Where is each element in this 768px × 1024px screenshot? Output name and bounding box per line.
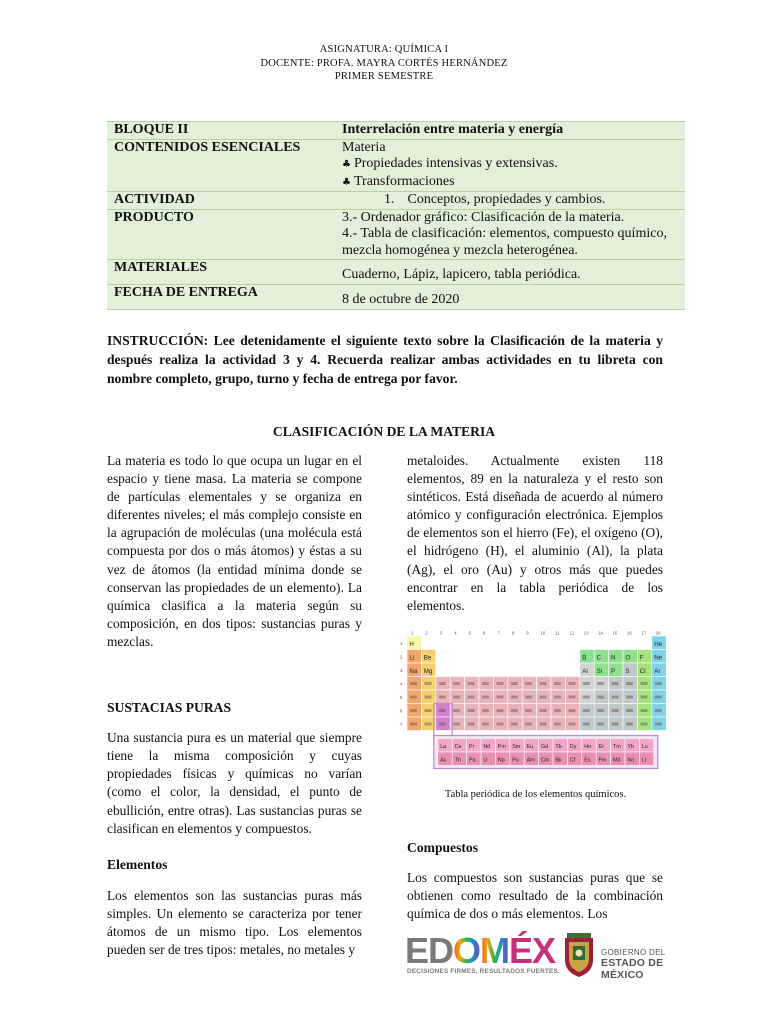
group-number-label: 18	[655, 630, 661, 636]
element-symbol-mark	[496, 723, 503, 726]
period-number-label: 6	[400, 708, 403, 714]
element-symbol-mark	[511, 709, 518, 712]
element-symbol: Mg	[423, 668, 433, 675]
element-symbol-mark	[554, 723, 561, 726]
element-symbol: Ne	[654, 654, 663, 662]
element-symbol: S	[625, 668, 630, 675]
element-symbol-mark	[511, 682, 518, 685]
element-symbol-mark	[439, 723, 446, 726]
element-symbol-mark	[554, 709, 561, 712]
lanthanide-symbol: Nd	[483, 744, 491, 750]
group-number-label: 7	[497, 630, 500, 636]
logo-o: O	[453, 930, 481, 971]
fecha-label: FECHA DE ENTREGA	[107, 285, 335, 310]
element-symbol: Cl	[639, 668, 646, 675]
element-symbol: Be	[423, 654, 432, 662]
element-symbol-mark	[468, 723, 475, 726]
actinide-symbol: Cf	[569, 757, 576, 764]
element-symbol-mark	[655, 723, 662, 726]
producto-label: PRODUCTO	[107, 209, 335, 260]
actividad-label: ACTIVIDAD	[107, 192, 335, 210]
actinide-symbol: Th	[454, 757, 461, 764]
heading-sustancias-puras: SUSTACIAS PURAS	[107, 700, 232, 716]
actinide-symbol: Am	[526, 757, 535, 764]
element-symbol-mark	[626, 682, 633, 685]
row-bloque	[107, 122, 685, 140]
group-number-label: 14	[598, 630, 603, 636]
materiales-value: Cuaderno, Lápiz, lapicero, tabla periódica.	[335, 260, 685, 285]
element-symbol-mark	[655, 696, 662, 699]
lanthanide-symbol: Er	[598, 744, 604, 750]
left-column	[107, 452, 362, 959]
actinide-symbol: Bk	[555, 757, 562, 764]
logo-ed: ED	[405, 930, 454, 971]
element-symbol-mark	[453, 682, 460, 685]
element-symbol-mark	[424, 696, 431, 699]
element-symbol-mark	[410, 696, 417, 699]
lanthanide-symbol: Pr	[469, 744, 475, 750]
element-symbol: O	[625, 654, 631, 662]
element-symbol-mark	[597, 709, 604, 712]
element-symbol-mark	[655, 709, 662, 712]
element-symbol-mark	[540, 709, 547, 712]
element-symbol-mark	[482, 682, 489, 685]
group-number-label: 1	[411, 630, 414, 636]
contenidos-item-text: Propiedades intensivas y extensivas.	[353, 156, 558, 171]
edomex-slogan: DECISIONES FIRMES, RESULTADOS FUERTES.	[407, 968, 560, 975]
actividad-item	[342, 192, 685, 209]
contenidos-item	[342, 156, 685, 174]
actinide-symbol: U	[483, 757, 488, 764]
element-symbol: Ar	[654, 668, 661, 675]
heading-compuestos: Compuestos	[407, 840, 478, 855]
element-symbol-mark	[640, 709, 647, 712]
intro-paragraph: La materia es todo lo que ocupa un lugar en el espacio y tiene masa. La materia se compone de partículas elementales y se organiza en diferentes niveles; el más complejo consiste en la agrupación de moléculas (una molécula está compuesta por dos o más átomos) y éstas a su vez de átomos (la entidad mínima donde se conservan las propiedades de un elemento). La química clasifica a la materia según su composición, en dos tipos: sustancias puras y mezclas.	[107, 453, 362, 649]
edomex-logo	[405, 930, 556, 971]
element-symbol-mark	[597, 723, 604, 726]
fecha-value: 8 de octubre de 2020	[335, 285, 685, 310]
sustancias-puras-paragraph: Una sustancia pura es un material que siempre tiene la misma composición y cuyas propiedades físicas y químicas no varían (como el color, la densidad, el punto de ebullición, entre otras). Las sustancias puras se clasifican en elementos y compuestos.	[107, 730, 362, 836]
period-number-label: 4	[400, 681, 403, 687]
element-symbol: Al	[582, 668, 588, 675]
group-number-label: 15	[612, 630, 618, 636]
element-symbol-mark	[511, 696, 518, 699]
element-symbol-mark	[468, 682, 475, 685]
logo-m: M	[480, 930, 510, 971]
group-number-label: 12	[569, 630, 575, 636]
header-teacher: DOCENTE: PROFA. MAYRA CORTÉS HERNÁNDEZ	[260, 57, 508, 69]
period-number-label: 5	[400, 695, 403, 700]
element-symbol-mark	[496, 682, 503, 685]
element-symbol-mark	[554, 682, 561, 685]
lanthanide-symbol: Tb	[555, 744, 562, 750]
element-symbol-mark	[655, 682, 662, 685]
element-symbol-mark	[640, 696, 647, 699]
row-producto	[107, 209, 685, 260]
element-symbol-mark	[482, 696, 489, 699]
producto-line: mezcla homogénea y mezcla heterogénea.	[342, 242, 578, 258]
metaloides-paragraph: metaloides. Actualmente existen 118 elementos, 89 en la naturaleza y el resto son sintéticos. Está diseñada de acuerdo al número atómico y configuración electrónica. Ejemplos de elementos son el hierro (Fe), el oxígeno (O), el hidrógeno (H), el aluminio (Al), la plata (Ag), el oro (Au) y otros más que puedes encontrar en la tabla periódica de los elementos.	[407, 453, 663, 613]
elementos-paragraph: Los elementos son las sustancias puras más simples. Un elemento se caracteriza por tener átomos de un mismo tipo. Los elementos pueden ser de tres tipos: metales, no metales y	[107, 887, 362, 958]
element-symbol-mark	[410, 709, 417, 712]
element-symbol-mark	[583, 723, 590, 726]
element-symbol: Li	[409, 654, 415, 662]
period-number-label: 1	[400, 641, 403, 646]
element-symbol-mark	[439, 709, 446, 712]
logo-ex: ÉX	[509, 930, 556, 971]
club-bullet-icon: ♣	[342, 176, 351, 188]
lanthanide-symbol: Eu	[526, 744, 534, 750]
element-symbol-mark	[453, 696, 460, 699]
element-symbol-mark	[626, 709, 633, 712]
element-symbol: N	[611, 654, 616, 662]
element-symbol: C	[596, 654, 602, 662]
bloque-label: BLOQUE II	[107, 122, 335, 140]
element-symbol: He	[654, 641, 663, 648]
element-symbol-mark	[468, 709, 475, 712]
contenidos-value	[335, 139, 685, 192]
element-symbol-mark	[468, 696, 475, 699]
contenidos-item	[342, 174, 685, 192]
element-symbol: B	[582, 654, 587, 662]
actinide-symbol: Pu	[512, 757, 519, 764]
element-symbol-mark	[540, 723, 547, 726]
group-number-label: 9	[526, 630, 529, 636]
group-number-label: 5	[468, 630, 471, 636]
lanthanide-symbol: Lu	[641, 744, 648, 750]
periodic-table-caption: Tabla periódica de los elementos químicos.	[444, 789, 627, 800]
contenidos-item-text: Transformaciones	[353, 173, 455, 189]
element-symbol-mark	[554, 696, 561, 699]
element-symbol-mark	[626, 723, 633, 726]
contenidos-materia: Materia	[342, 139, 386, 155]
producto-line: 4.- Tabla de clasificación: elementos, compuesto químico,	[342, 226, 667, 241]
actividad-value	[335, 192, 685, 210]
lanthanide-symbol: La	[440, 744, 447, 750]
state-seal-icon	[561, 932, 597, 978]
footer-logos	[405, 932, 685, 980]
actinide-symbol: Fm	[598, 757, 607, 764]
element-symbol-mark	[612, 696, 619, 699]
element-symbol-mark	[612, 709, 619, 712]
element-symbol-mark	[568, 682, 575, 685]
element-symbol-mark	[525, 696, 532, 699]
lanthanide-symbol: Tm	[613, 744, 621, 750]
actinide-symbol: Es	[584, 757, 591, 764]
element-symbol-mark	[453, 709, 460, 712]
element-symbol-mark	[511, 723, 518, 726]
periodic-table-image	[397, 628, 674, 780]
element-symbol-mark	[424, 682, 431, 685]
element-symbol-mark	[424, 723, 431, 726]
row-contenidos	[107, 139, 685, 192]
row-materiales	[107, 260, 685, 285]
contenidos-label: CONTENIDOS ESENCIALES	[107, 139, 335, 192]
element-symbol-mark	[496, 696, 503, 699]
element-symbol-mark	[568, 709, 575, 712]
actinide-symbol: Pa	[469, 757, 476, 764]
lanthanide-symbol: Pm	[497, 744, 506, 750]
group-number-label: 10	[540, 630, 546, 636]
period-number-label: 7	[400, 722, 403, 727]
producto-line: 3.- Ordenador gráfico: Clasificación de la materia.	[342, 209, 625, 225]
producto-value	[335, 209, 685, 260]
element-symbol-mark	[626, 696, 633, 699]
actividad-text: Conceptos, propiedades y cambios.	[407, 192, 606, 207]
element-symbol-mark	[453, 723, 460, 726]
element-symbol-mark	[540, 696, 547, 699]
element-symbol: F	[639, 654, 644, 662]
group-number-label: 13	[583, 630, 589, 636]
group-number-label: 6	[483, 630, 486, 636]
element-symbol-mark	[583, 709, 590, 712]
lanthanide-symbol: Ho	[584, 744, 592, 750]
group-number-label: 3	[439, 630, 443, 636]
actinide-symbol: Np	[497, 757, 505, 764]
period-number-label: 3	[400, 668, 403, 673]
right-column-lower	[407, 839, 663, 923]
element-symbol: P	[611, 668, 616, 675]
right-column	[407, 452, 663, 615]
lanthanide-symbol: Yb	[627, 744, 634, 750]
bloque-value	[335, 122, 685, 140]
lanthanide-symbol: Ce	[454, 744, 462, 750]
header-subject: ASIGNATURA: QUÍMICA I	[319, 44, 449, 55]
activity-info-table	[107, 121, 685, 310]
group-number-label: 8	[511, 630, 515, 636]
actividad-number: 1.	[384, 192, 395, 207]
element-symbol-mark	[568, 696, 575, 699]
compuestos-paragraph: Los compuestos son sustancias puras que se obtienen como resultado de la combinación química de dos o más elementos. Los	[407, 870, 663, 922]
element-symbol-mark	[424, 709, 431, 712]
document-header	[0, 43, 768, 84]
element-symbol-mark	[482, 709, 489, 712]
gobierno-line2: ESTADO DE MÉXICO	[601, 957, 664, 981]
element-symbol-mark	[597, 682, 604, 685]
actinide-symbol: Md	[613, 757, 621, 764]
gobierno-line1: GOBIERNO DEL	[601, 948, 666, 957]
actinide-symbol: Lr	[641, 757, 647, 764]
bloque-value-text: Interrelación entre materia y energía	[342, 122, 564, 137]
group-number-label: 11	[555, 630, 560, 636]
element-symbol-mark	[525, 723, 532, 726]
element-symbol-mark	[410, 723, 417, 726]
element-symbol-mark	[482, 723, 489, 726]
element-symbol-mark	[640, 682, 647, 685]
group-number-label: 16	[627, 630, 632, 636]
element-symbol: H	[409, 641, 414, 648]
lanthanide-symbol: Gd	[541, 744, 549, 750]
element-symbol-mark	[612, 723, 619, 726]
element-symbol-mark	[439, 696, 446, 699]
element-symbol-mark	[597, 696, 604, 699]
element-symbol-mark	[640, 723, 647, 726]
element-symbol-mark	[583, 696, 590, 699]
group-number-label: 17	[641, 630, 647, 636]
actinide-symbol: Ac	[440, 757, 447, 764]
element-symbol-mark	[612, 682, 619, 685]
lanthanide-symbol: Dy	[569, 744, 577, 750]
row-fecha	[107, 285, 685, 310]
group-number-label: 4	[454, 630, 457, 636]
group-number-label: 2	[425, 630, 428, 636]
element-symbol: Na	[409, 668, 418, 675]
element-symbol-mark	[496, 709, 503, 712]
element-symbol-mark	[410, 682, 417, 685]
element-symbol-mark	[583, 682, 590, 685]
element-symbol-mark	[540, 682, 547, 685]
element-symbol-mark	[568, 723, 575, 726]
element-symbol-mark	[439, 682, 446, 685]
lanthanide-symbol: Sm	[512, 744, 521, 750]
actinide-symbol: No	[627, 757, 635, 764]
club-bullet-icon: ♣	[342, 159, 351, 170]
heading-elementos: Elementos	[107, 856, 168, 872]
section-title: CLASIFICACIÓN DE LA MATERIA	[272, 424, 496, 439]
actinide-symbol: Cm	[541, 757, 550, 764]
header-semester: PRIMER SEMESTRE	[334, 71, 434, 82]
materiales-label: MATERIALES	[107, 260, 335, 285]
element-symbol-mark	[525, 709, 532, 712]
instruction-text: INSTRUCCIÓN: Lee detenidamente el siguiente texto sobre la Clasificación de la materia y después realiza la actividad 3 y 4. Recuerda realizar ambas actividades en tu libreta con nombre completo, grupo, turno y fecha de entrega por favor.	[107, 333, 663, 386]
period-number-label: 2	[400, 654, 403, 660]
element-symbol-mark	[525, 682, 532, 685]
row-actividad	[107, 192, 685, 210]
element-symbol: Si	[596, 668, 603, 675]
